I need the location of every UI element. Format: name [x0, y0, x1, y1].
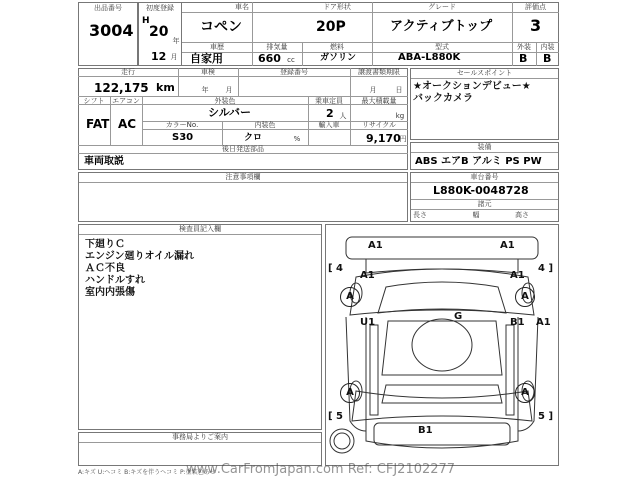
recycle-unit: 円 — [399, 135, 407, 143]
selling-points-label: セールスポイント — [411, 69, 558, 79]
office-label: 事務局よりご案内 — [79, 433, 321, 443]
transfer-deadline-label: 譲渡書類期限 — [358, 68, 400, 76]
month: 12 — [151, 50, 167, 63]
inspector-line-4: ハンドルすれ — [85, 275, 145, 286]
ac: AC — [118, 117, 137, 131]
damage-code-rear-bumper: B1 — [418, 425, 433, 436]
damage-code-front-right: A1 — [500, 240, 515, 251]
usage-label: 車歴 — [210, 43, 224, 51]
displacement-label: 排気量 — [266, 43, 288, 51]
inspector-box — [78, 224, 322, 430]
capacity: 2 — [326, 107, 334, 120]
shift-label: シフト — [83, 97, 105, 105]
model: ABA-L880K — [398, 52, 461, 63]
wheel-front-right: A — [515, 287, 535, 307]
remarks-label: 注意事項欄 — [79, 173, 407, 183]
panel-marker-front-right: 4 ] — [538, 263, 554, 274]
capacity-label: 乗車定員 — [315, 97, 343, 105]
year-unit: 年 — [172, 37, 180, 45]
inspection-year-unit: 年 — [201, 86, 209, 94]
wheel-front-left: A — [340, 287, 360, 307]
damage-code-door-left: U1 — [360, 317, 376, 328]
mileage-unit: km — [156, 81, 175, 94]
wheel-rear-left: A — [340, 383, 360, 403]
damage-code-fender-left: A1 — [360, 270, 375, 281]
score: 3 — [530, 16, 542, 35]
exterior-color: シルバー — [208, 106, 251, 119]
inspector-line-5: 室内内張傷 — [85, 287, 135, 298]
percent-unit: % — [293, 135, 301, 143]
capacity-unit: 人 — [339, 112, 347, 120]
exterior-color-label: 外装色 — [214, 97, 236, 105]
score-label: 評価点 — [525, 3, 546, 11]
rear-parts-label: 後日発送部品 — [222, 145, 264, 153]
grade-label: グレード — [428, 3, 456, 11]
panel-marker-rear-right: 5 ] — [538, 411, 554, 422]
chassis-number: L880K-0048728 — [433, 184, 529, 197]
ac-label: エアコン — [112, 97, 140, 105]
ext-grade-label: 外装 — [517, 43, 531, 51]
damage-legend: A:キズ U:ヘコミ B:キズを伴うヘコミ P:塗装色あせ — [78, 469, 216, 476]
chassis-label: 車台番号 — [411, 173, 558, 183]
wheel-rear-right: A — [515, 383, 535, 403]
import-label: 輸入車 — [318, 121, 340, 129]
dimensions-label: 諸元 — [411, 199, 558, 210]
fuel-label: 燃料 — [330, 43, 344, 51]
int-grade-label: 内装 — [540, 43, 555, 51]
era: H — [142, 16, 150, 26]
max-load-unit: kg — [395, 112, 405, 120]
inspection-label: 車検 — [201, 68, 215, 76]
ext-grade: B — [519, 52, 528, 65]
damage-code-side-right: A1 — [536, 317, 551, 328]
car-name: コペン — [200, 19, 242, 35]
equipment-box — [410, 142, 559, 170]
watermark: www.CarFromJapan.com Ref: CFJ2102277 — [186, 462, 456, 477]
grade: アクティブトップ — [390, 19, 493, 34]
max-load-label: 最大積載量 — [361, 97, 397, 105]
doors-label: ドア形状 — [323, 3, 351, 11]
panel-marker-rear-left: [ 5 — [328, 411, 344, 422]
damage-code-front-left: A1 — [368, 240, 383, 251]
recycle-label: リサイクル — [361, 121, 397, 129]
int-grade: B — [543, 52, 552, 65]
interior-color: クロ — [244, 133, 263, 143]
panel-marker-front-left: [ 4 — [328, 263, 344, 274]
month-unit: 月 — [170, 53, 178, 61]
color-number: S30 — [172, 132, 194, 143]
inspector-line-1: 下廻りＣ — [85, 239, 125, 250]
recycle-fee: 9,170 — [366, 132, 401, 145]
mileage-label: 走行 — [121, 68, 135, 76]
transfer-month-unit: 月 — [369, 86, 377, 94]
equipment-label: 装備 — [411, 143, 558, 153]
inspector-line-3: ＡＣ不良 — [85, 263, 125, 274]
lot-number: 3004 — [89, 21, 134, 40]
lot-number-box — [78, 2, 138, 66]
doors: 20P — [316, 19, 346, 35]
car-diagram-box — [325, 224, 559, 466]
width-label: 幅 — [472, 211, 480, 219]
chassis-box — [410, 172, 559, 222]
mileage: 122,175 — [94, 81, 149, 95]
selling-point-1: ★オークションデビュー★ — [413, 81, 531, 92]
damage-code-door-right: B1 — [510, 317, 525, 328]
rear-parts: 車両取説 — [84, 156, 124, 167]
inspection-month-unit: 月 — [225, 86, 233, 94]
height-label: 高さ — [515, 211, 529, 219]
length-label: 長さ — [413, 211, 427, 219]
inspector-line-2: エンジン廻りオイル漏れ — [85, 251, 194, 262]
selling-point-2: バックカメラ — [413, 93, 473, 104]
damage-code-windshield: G — [454, 311, 463, 322]
displacement: 660 — [258, 52, 281, 65]
first-registration-box — [138, 2, 182, 66]
interior-color-label: 内装色 — [254, 121, 276, 129]
inspector-label: 検査員記入欄 — [79, 225, 321, 235]
displacement-unit: cc — [287, 56, 295, 64]
usage: 自家用 — [190, 52, 223, 65]
year: 20 — [149, 24, 169, 40]
office-box — [78, 432, 322, 466]
car-name-label: 車名 — [235, 3, 249, 11]
model-label: 型式 — [435, 43, 449, 51]
lot-number-label: 出品番号 — [94, 4, 122, 12]
selling-points-box — [410, 68, 559, 140]
color-number-label: カラーNo. — [165, 121, 199, 129]
shift: FAT — [86, 117, 110, 131]
damage-code-fender-right: A1 — [510, 270, 525, 281]
remarks-box — [78, 172, 408, 222]
first-registration-label: 初度登録 — [146, 4, 174, 12]
fuel: ガソリン — [320, 53, 357, 63]
transfer-day-unit: 日 — [395, 86, 403, 94]
equipment: ABS エアB アルミ PS PW — [415, 156, 542, 167]
car-outline-icon — [326, 225, 558, 465]
registration-number-label: 登録番号 — [280, 68, 308, 76]
